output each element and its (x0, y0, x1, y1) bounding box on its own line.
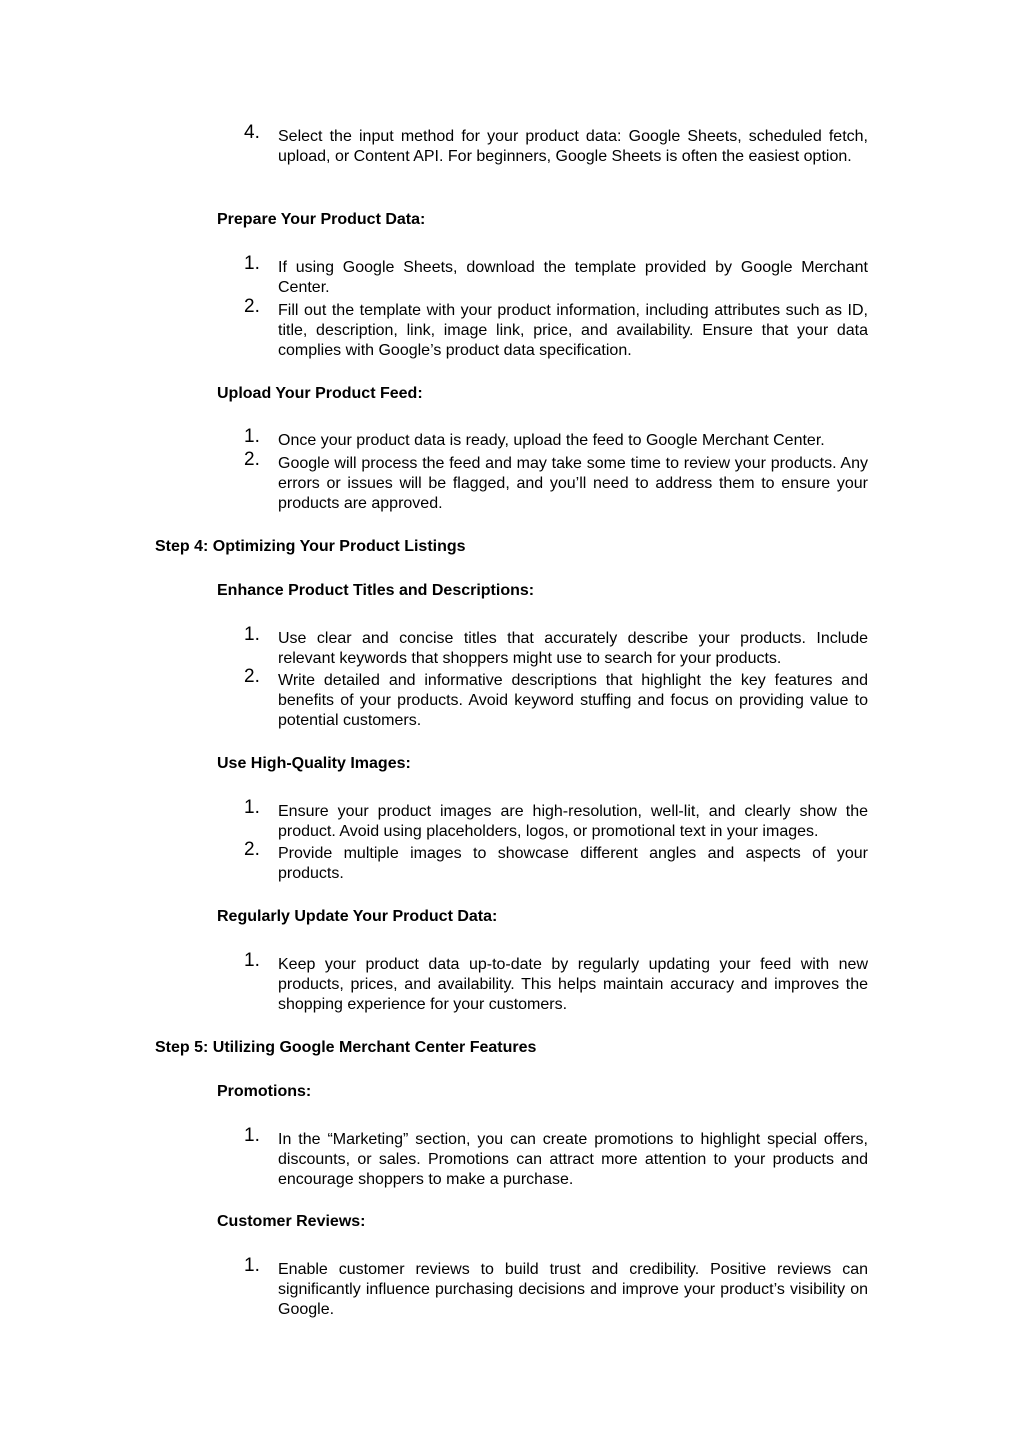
list-text: Use clear and concise titles that accurately describe your products. Include relevant keywords that shoppers might use to search for your products. (278, 630, 868, 667)
section-heading-images: Use High-Quality Images: (217, 755, 411, 772)
list-text: Write detailed and informative descriptions that highlight the key features and benefits of your products. Avoid keyword stuffing and focus on providing value to potential customers. (278, 672, 868, 729)
section-heading-upload-feed: Upload Your Product Feed: (217, 385, 423, 402)
list-text: Keep your product data up-to-date by regularly updating your feed with new products, prices, and availability. This helps maintain accuracy and improves the shopping experience for your customers. (278, 956, 868, 1013)
list-number: 4. (244, 122, 260, 143)
list-item (244, 839, 869, 884)
list-item (244, 449, 869, 514)
list-text: Fill out the template with your product information, including attributes such as ID, title, description, link, image link, price, and availability. Ensure that your data complies with Google’s product data specification. (278, 302, 868, 359)
list-text: Select the input method for your product data: Google Sheets, scheduled fetch, upload, or Content API. For beginners, Google Sheets is often the easiest option. (278, 128, 868, 165)
list-text: Enable customer reviews to build trust and credibility. Positive reviews can significantly influence purchasing decisions and improve your product’s visibility on Google. (278, 1261, 868, 1318)
list-text: Once your product data is ready, upload the feed to Google Merchant Center. (278, 432, 825, 449)
list-number: 1. (244, 950, 260, 971)
list-number: 1. (244, 1255, 260, 1276)
list-text: Provide multiple images to showcase different angles and aspects of your products. (278, 845, 868, 882)
list-text: In the “Marketing” section, you can create promotions to highlight special offers, discounts, or sales. Promotions can attract more attention to your products and encourage shoppers to make a purchase. (278, 1131, 868, 1188)
list-number: 1. (244, 253, 260, 274)
list-text: If using Google Sheets, download the template provided by Google Merchant Center. (278, 259, 868, 296)
section-heading-update-data: Regularly Update Your Product Data: (217, 908, 498, 925)
section-heading-prepare-data: Prepare Your Product Data: (217, 211, 426, 228)
list-item (244, 122, 869, 167)
list-item (244, 426, 869, 451)
section-heading-promotions: Promotions: (217, 1083, 312, 1100)
list-text: Ensure your product images are high-resolution, well-lit, and clearly show the product. Avoid using placeholders, logos, or promotional text in your images. (278, 803, 868, 840)
list-number: 2. (244, 666, 260, 687)
section-heading-reviews: Customer Reviews: (217, 1213, 366, 1230)
list-item (244, 950, 869, 1015)
list-item (244, 1125, 869, 1190)
list-number: 2. (244, 296, 260, 317)
step-heading-5: Step 5: Utilizing Google Merchant Center Features (155, 1039, 537, 1056)
list-number: 1. (244, 1125, 260, 1146)
list-item (244, 296, 869, 361)
list-item (244, 1255, 869, 1320)
list-number: 1. (244, 426, 260, 447)
list-item (244, 666, 869, 731)
list-item (244, 797, 869, 842)
list-text: Google will process the feed and may take some time to review your products. Any errors or issues will be flagged, and you’ll need to address them to ensure your products are approved. (278, 455, 868, 512)
list-number: 2. (244, 449, 260, 470)
list-number: 2. (244, 839, 260, 860)
list-number: 1. (244, 797, 260, 818)
list-number: 1. (244, 624, 260, 645)
step-heading-4: Step 4: Optimizing Your Product Listings (155, 538, 466, 555)
list-item (244, 624, 869, 669)
list-item (244, 253, 869, 298)
section-heading-titles-descriptions: Enhance Product Titles and Descriptions: (217, 582, 535, 599)
